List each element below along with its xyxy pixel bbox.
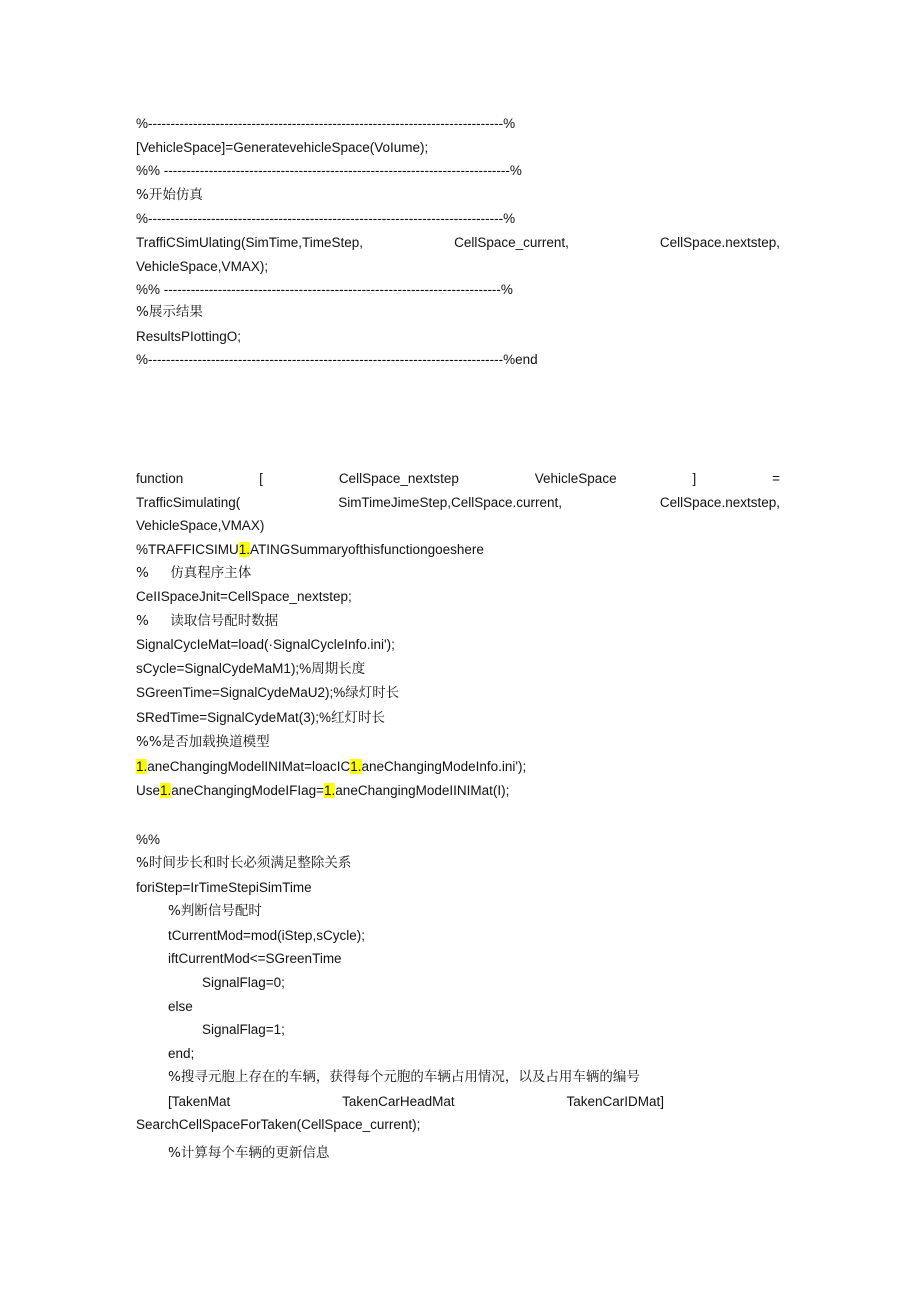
code-line-justified xyxy=(136,232,780,254)
text-run: %TRAFFICSIMU xyxy=(136,542,239,557)
highlighted-text: 1. xyxy=(160,783,172,798)
text-run: aneChangingModeIFIag= xyxy=(171,783,325,798)
separator-line: %-------------------------------------------------------------------------------%end xyxy=(136,352,538,367)
code-line: VehicleSpace,VMAX); xyxy=(136,259,269,274)
highlighted-text: 1. xyxy=(136,759,148,774)
code-token: function xyxy=(136,471,184,486)
code-line: SGreenTime=SignalCydeMaU2);%绿灯时长 xyxy=(136,685,400,700)
code-line: SignalCycIeMat=load(·SignalCycleInfo.ini'); xyxy=(136,637,395,652)
code-token: ] xyxy=(692,471,697,486)
code-token: = xyxy=(772,471,780,486)
highlighted-text: 1. xyxy=(324,783,336,798)
code-line: SRedTime=SignalCydeMat(3);%红灯时长 xyxy=(136,710,385,725)
code-token: CellSpace_current, xyxy=(454,235,569,250)
code-line: CeIISpaceJnit=CellSpace_nextstep; xyxy=(136,589,352,604)
comment-line: %展示结果 xyxy=(136,304,203,320)
comment-line: %判断信号配时 xyxy=(168,903,262,919)
code-token: CellSpace_nextstep xyxy=(338,471,459,486)
code-token: TraffiCSimUlating(SimTime,TimeStep, xyxy=(136,235,364,250)
comment-line: %计算每个车辆的更新信息 xyxy=(168,1145,330,1161)
comment-line xyxy=(136,539,780,561)
code-line xyxy=(136,780,780,802)
code-line: SignalFlag=1; xyxy=(202,1022,285,1037)
comment-line: %时间步长和时长必须满足整除关系 xyxy=(136,855,352,871)
code-line: SignalFlag=0; xyxy=(202,975,285,990)
code-line: foriStep=IrTimeStepiSimTime xyxy=(136,880,312,895)
separator-line: %% ---------------------------------------------------------------------------% xyxy=(136,282,513,297)
code-line: sCycle=SignalCydeMaM1);%周期长度 xyxy=(136,661,366,676)
code-line: end; xyxy=(168,1046,195,1061)
separator-line: %-------------------------------------------------------------------------------% xyxy=(136,211,516,226)
code-line: SearchCellSpaceForTaken(CellSpace_current); xyxy=(136,1117,421,1132)
code-token: SimTimeJimeStep,CellSpace.current, xyxy=(338,495,563,510)
comment-line: %%是否加载换道模型 xyxy=(136,734,270,750)
code-line-justified xyxy=(136,492,780,514)
code-token: CellSpace.nextstep, xyxy=(659,235,780,250)
code-token: [TakenMat xyxy=(168,1094,231,1109)
code-token: TakenCarHeadMat xyxy=(342,1094,455,1109)
code-token: VehicleSpace xyxy=(534,471,617,486)
separator-line: %-------------------------------------------------------------------------------% xyxy=(136,116,516,131)
separator-line: %% -----------------------------------------------------------------------------% xyxy=(136,163,522,178)
code-line-justified xyxy=(136,468,780,490)
code-line: tCurrentMod=mod(iStep,sCycle); xyxy=(168,928,365,943)
code-line: VehicleSpace,VMAX) xyxy=(136,518,265,533)
code-line xyxy=(136,756,780,778)
highlighted-text: 1. xyxy=(350,759,362,774)
comment-line: % 读取信号配时数据 xyxy=(136,613,279,629)
text-run: aneChangingModeInfo.ini'); xyxy=(361,759,527,774)
code-token: [ xyxy=(259,471,263,486)
code-token: CellSpace.nextstep, xyxy=(659,495,780,510)
comment-line: % 仿真程序主体 xyxy=(136,565,252,581)
text-run: Use xyxy=(136,783,161,798)
code-token: TrafficSimulating( xyxy=(136,495,241,510)
comment-line: %开始仿真 xyxy=(136,187,203,203)
text-run: aneChangingModelINIMat=loacIC xyxy=(147,759,351,774)
comment-line: %搜寻元胞上存在的车辆，获得每个元胞的车辆占用情况，以及占用车辆的编号 xyxy=(168,1069,640,1085)
code-line: else xyxy=(168,999,193,1014)
code-line-justified xyxy=(168,1091,664,1113)
text-run: aneChangingModeIINIMat(I); xyxy=(335,783,510,798)
highlighted-text: 1. xyxy=(238,542,251,557)
text-run: ATINGSummaryofthisfunctiongoeshere xyxy=(250,542,484,557)
code-line: [VehicleSpace]=GeneratevehicleSpace(VoIume); xyxy=(136,140,429,155)
comment-line: %% xyxy=(136,832,161,847)
code-line: ResultsPIottingO; xyxy=(136,329,242,344)
code-token: TakenCarIDMat] xyxy=(566,1094,664,1109)
code-line: iftCurrentMod<=SGreenTime xyxy=(168,951,342,966)
